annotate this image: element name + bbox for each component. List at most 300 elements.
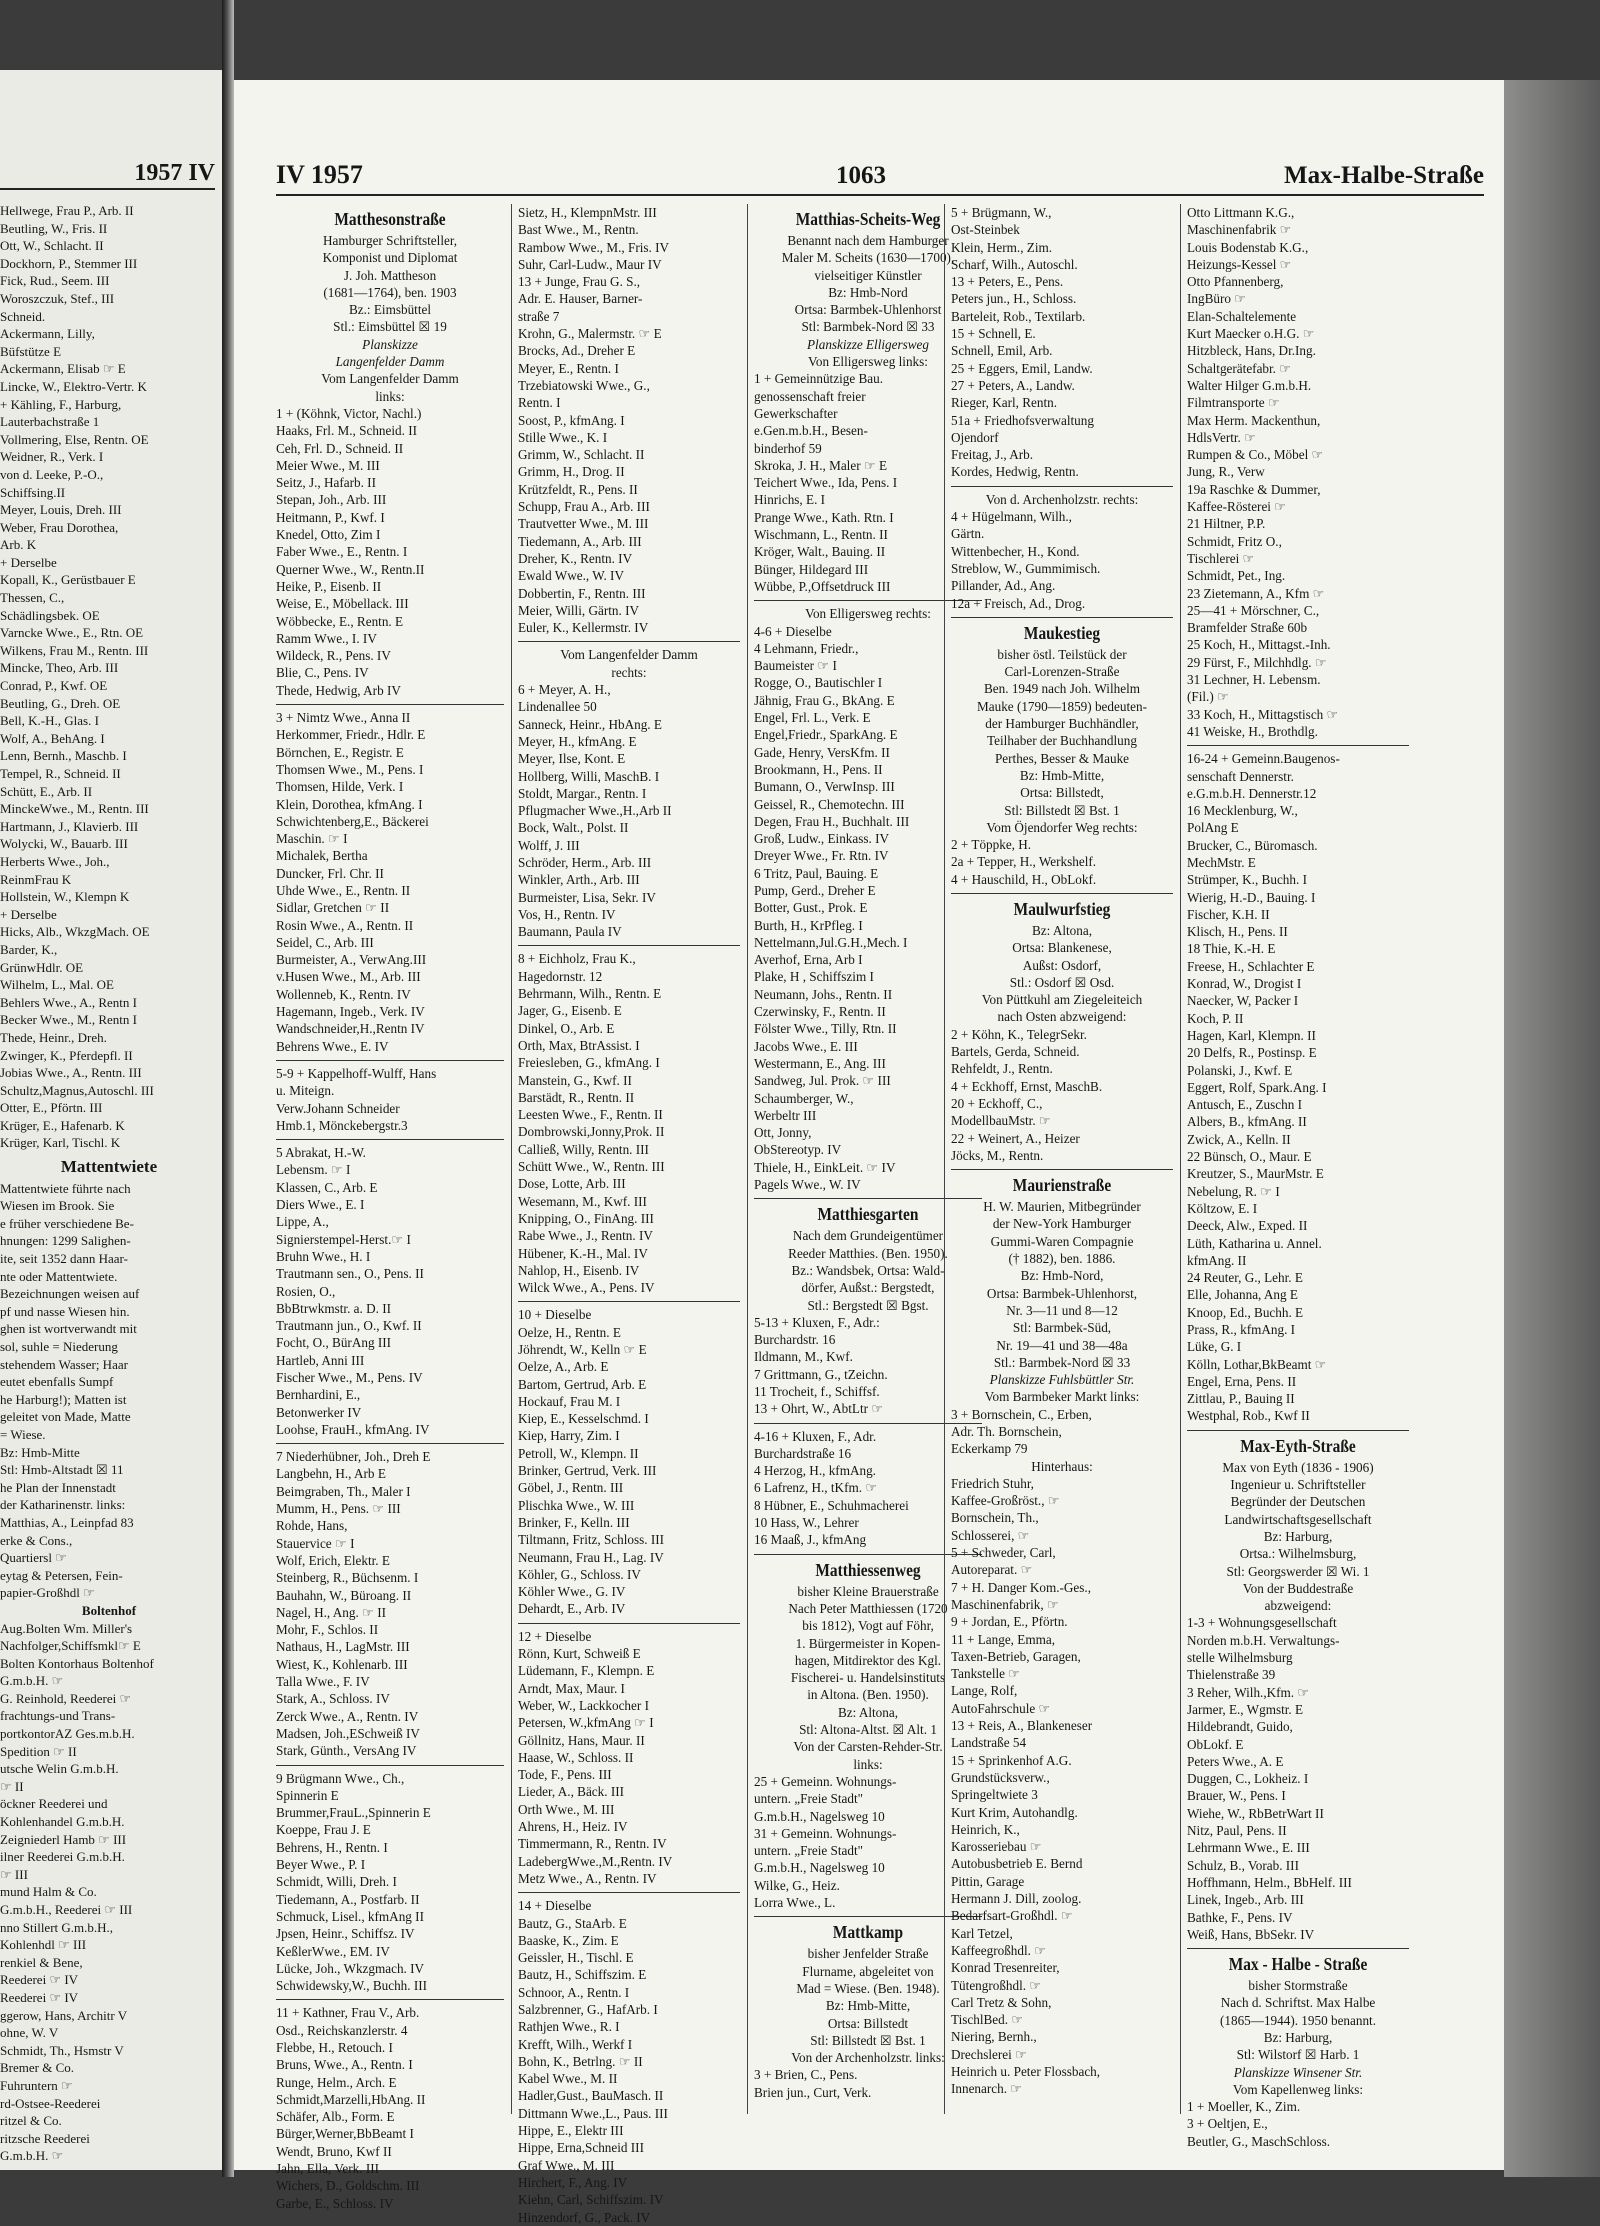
resident-entry: Peters jun., H., Schloss.: [951, 291, 1077, 307]
resident-entry: senschaft Dennerstr.: [1187, 768, 1294, 784]
resident-entry: Bornschein, Th.,: [951, 1510, 1039, 1526]
section-rule: [276, 1765, 504, 1766]
street-info-line: Ortsa: Billstedt: [827, 2015, 909, 2031]
resident-entry: Schwichtenberg,E., Bäckerei: [276, 813, 429, 829]
resident-entry: Spinnerin E: [276, 1787, 339, 1803]
street-info-line: rechts:: [611, 664, 647, 680]
entry-line: Wilkens, Frau M., Rentn. III: [0, 642, 149, 658]
resident-entry: Autoreparat. ☞: [951, 1562, 1033, 1578]
resident-entry: Brinker, F., Kelln. III: [518, 1514, 630, 1530]
resident-entry: Rosin Wwe., A., Rentn. II: [276, 917, 414, 933]
resident-entry: 4-6 + Dieselbe: [754, 623, 832, 639]
street-info-line: bis 1812), Vogt auf Föhr,: [802, 1618, 934, 1634]
resident-entry: Walter Hilger G.m.b.H.: [1187, 377, 1312, 393]
section-rule: [1187, 1948, 1409, 1949]
resident-entry: Fischer, K.H. II: [1187, 906, 1270, 922]
resident-entry: Tiedemann, A., Arb. III: [518, 533, 642, 549]
entry-line: Kopall, K., Gerüstbauer E: [0, 572, 136, 588]
resident-entry: Wiehe, W., RbBetrWart II: [1187, 1805, 1324, 1821]
entry-line: Ackermann, Lilly,: [0, 326, 95, 342]
resident-entry: G.m.b.H., Nagelsweg 10: [754, 1808, 885, 1824]
resident-entry: Prange Wwe., Kath. Rtn. I: [754, 509, 894, 525]
street-info-line: († 1882), ben. 1886.: [1008, 1251, 1116, 1267]
resident-entry: Göllnitz, Hans, Maur. II: [518, 1732, 645, 1748]
resident-entry: Bramfelder Straße 60b: [1187, 620, 1308, 636]
sub-heading: Boltenhof: [81, 1602, 137, 1618]
resident-entry: Stepan, Joh., Arb. III: [276, 492, 387, 508]
street-info-line: H. W. Maurien, Mitbegründer: [983, 1199, 1141, 1215]
street-info-line: in Altona. (Ben. 1950).: [807, 1687, 929, 1703]
resident-entry: Knipping, O., FinAng. III: [518, 1210, 654, 1226]
resident-entry: Kreutzer, S., MaurMstr. E: [1187, 1166, 1324, 1182]
street-info-line: 1. Bürgermeister in Kopen-: [795, 1635, 941, 1651]
entry-line: Matthias, A., Leinpfad 83: [0, 1514, 134, 1530]
resident-entry: Gewerkschafter: [754, 405, 838, 421]
entry-line: Spedition ☞ II: [0, 1743, 77, 1759]
resident-entry: Hermann J. Dill, zoolog.: [951, 1891, 1082, 1907]
entry-line: stehendem Wasser; Haar: [0, 1356, 128, 1372]
street-info-line: bisher Jenfelder Straße: [807, 1946, 929, 1962]
resident-entry: AutoFahrschule ☞: [951, 1700, 1051, 1716]
resident-entry: Nitz, Paul, Pens. II: [1187, 1823, 1287, 1839]
resident-entry: Jöcks, M., Rentn.: [951, 1147, 1044, 1163]
resident-entry: kfmAng. II: [1187, 1252, 1247, 1268]
street-info-line: Stl.: Bergstedt ☒ Bgst.: [807, 1297, 929, 1313]
resident-entry: 2 + Töppke, H.: [951, 837, 1032, 853]
resident-entry: Tankstelle ☞: [951, 1666, 1021, 1682]
resident-entry: IngBüro ☞: [1187, 291, 1247, 307]
resident-entry: 22 + Weinert, A., Heizer: [951, 1130, 1080, 1146]
entry-line: Schiffsing.II: [0, 484, 66, 500]
resident-entry: Wilck Wwe., A., Pens. IV: [518, 1280, 655, 1296]
left-page-header: 1957 IV: [0, 160, 215, 190]
resident-entry: 3 + Oeltjen, E.,: [1187, 2116, 1268, 2132]
street-info-line: Ben. 1949 nach Joh. Wilhelm: [984, 681, 1140, 697]
left-page-column: [0, 202, 218, 2165]
resident-entry: Hitzbleck, Hans, Dr.Ing.: [1187, 343, 1316, 359]
right-page: [234, 80, 1504, 2225]
section-rule: [951, 617, 1173, 618]
resident-entry: Rogge, O., Bautischler I: [754, 675, 883, 691]
resident-entry: ModellbauMstr. ☞: [951, 1113, 1051, 1129]
resident-entry: Groß, Ludw., Einkass. IV: [754, 831, 890, 847]
resident-entry: Bock, Walt., Polst. II: [518, 820, 629, 836]
resident-entry: Wittenbecher, H., Kond.: [951, 543, 1080, 559]
resident-entry: Seidel, C., Arb. III: [276, 934, 374, 950]
resident-entry: Steinberg, R., Büchsenm. I: [276, 1570, 419, 1586]
resident-entry: Wiest, K., Kohlenarb. III: [276, 1656, 408, 1672]
resident-entry: Burmeister, Lisa, Sekr. IV: [518, 889, 656, 905]
resident-entry: 4 Lehmann, Friedr.,: [754, 640, 859, 656]
resident-entry: Sanneck, Heinr., HbAng. E: [518, 716, 662, 732]
resident-entry: Drechslerei ☞: [951, 2046, 1027, 2062]
resident-entry: 12a + Freisch, Ad., Drog.: [951, 595, 1086, 611]
street-info-line: Bz: Hmb-Nord: [828, 284, 908, 300]
resident-entry: 11 + Lange, Emma,: [951, 1631, 1055, 1647]
section-rule: [276, 1060, 504, 1061]
resident-entry: Bartels, Gerda, Schneid.: [951, 1044, 1080, 1060]
resident-entry: Otto Pfannenberg,: [1187, 274, 1284, 290]
street-info-line: Ortsa: Barmbek-Uhlenhorst,: [986, 1285, 1138, 1301]
resident-entry: Hmb.1, Mönckebergstr.3: [276, 1117, 408, 1133]
resident-entry: Brookmann, H., Pens. II: [754, 761, 883, 777]
resident-entry: 23 Zietemann, A., Kfm ☞: [1187, 585, 1325, 601]
resident-entry: 19a Raschke & Dummer,: [1187, 481, 1321, 497]
resident-entry: Focht, O., BürAng III: [276, 1335, 392, 1351]
entry-line: sol, suhle = Niederung: [0, 1339, 118, 1354]
resident-entry: 15 + Sprinkenhof A.G.: [951, 1752, 1072, 1768]
street-info-line: Vom Kapellenweg links:: [1232, 2081, 1364, 2097]
resident-entry: Heike, P., Eisenb. II: [276, 578, 382, 594]
resident-entry: Adr. E. Hauser, Barner-: [518, 291, 643, 307]
resident-entry: Schnell, Emil, Arb.: [951, 343, 1053, 359]
entry-line: ritzsche Reederei: [0, 2130, 90, 2146]
resident-entry: 20 + Eckhoff, C.,: [951, 1095, 1043, 1111]
resident-entry: Burchardstr. 16: [754, 1332, 836, 1348]
resident-entry: Weber, W., Lackkocher I: [518, 1697, 649, 1713]
street-info-line: Bz: Altona,: [1031, 922, 1093, 938]
resident-entry: Meier, Willi, Gärtn. IV: [518, 602, 640, 618]
entry-line: G.m.b.H., Reederei ☞ III: [0, 1902, 133, 1917]
resident-entry: Polanski, J., Kwf. E: [1187, 1062, 1293, 1078]
entry-line: Zeigniederl Hamb ☞ III: [0, 1831, 127, 1847]
entry-line: + Derselbe: [0, 554, 57, 570]
resident-entry: Meyer, H., kfmAng. E: [518, 733, 637, 749]
resident-entry: Thielenstraße 39: [1187, 1667, 1276, 1683]
resident-entry: Hockauf, Frau M. I: [518, 1393, 621, 1409]
entry-line: Conrad, P., Kwf. OE: [0, 678, 108, 694]
resident-entry: 16-24 + Gemeinn.Baugenos-: [1187, 751, 1340, 767]
resident-entry: Zerck Wwe., A., Rentn. IV: [276, 1708, 419, 1724]
resident-entry: Engel, Frl. L., Verk. E: [754, 710, 871, 726]
resident-entry: Burth, H., KrPfleg. I: [754, 917, 863, 933]
street-info-line: nach Osten abzweigend:: [997, 1009, 1127, 1025]
resident-entry: Petroll, W., Klempn. II: [518, 1445, 639, 1461]
street-info-line: Mad = Wiese. (Ben. 1948).: [796, 1980, 940, 1996]
resident-entry: 25 Koch, H., Mittagst.-Inh.: [1187, 637, 1331, 653]
entry-line: Arb. K: [0, 537, 37, 553]
street-info-line: Vom Langenfelder Damm: [560, 647, 698, 663]
resident-entry: 10 + Dieselbe: [518, 1307, 592, 1323]
street-info-line: J. Joh. Mattheson: [343, 267, 437, 283]
resident-entry: Schmidt,Marzelli,HbAng. II: [276, 2091, 426, 2107]
resident-entry: v.Husen Wwe., M., Arb. III: [276, 969, 421, 985]
resident-entry: 10 Hass, W., Lehrer: [754, 1515, 859, 1531]
resident-entry: Carl Tretz & Sohn,: [951, 1994, 1052, 2010]
resident-entry: Költzow, E. I: [1187, 1200, 1258, 1216]
resident-entry: Runge, Helm., Arch. E: [276, 2074, 397, 2090]
resident-entry: Kordes, Hedwig, Rentn.: [951, 464, 1079, 480]
entry-line: ggerow, Hans, Architr V: [0, 2007, 128, 2023]
entry-line: Bezeichnungen weisen auf: [0, 1286, 140, 1302]
resident-entry: Schröder, Herm., Arb. III: [518, 854, 652, 870]
resident-entry: Oelze, H., Rentn. E: [518, 1324, 621, 1340]
entry-line: ghen ist wortverwandt mit: [0, 1321, 137, 1337]
resident-entry: 4 + Eckhoff, Ernst, MaschB.: [951, 1078, 1103, 1094]
entry-line: Beutling, W., Fris. II: [0, 220, 108, 236]
resident-entry: Lippe, A.,: [276, 1214, 329, 1230]
resident-entry: Graf Wwe., M. III: [518, 2157, 615, 2173]
resident-entry: 11 Trocheit, f., Schiffsf.: [754, 1384, 880, 1399]
resident-entry: 5 + Schweder, Carl,: [951, 1545, 1056, 1561]
resident-entry: Bedarfsart-Großhdl. ☞: [951, 1908, 1073, 1924]
resident-entry: Pagels Wwe., W. IV: [754, 1177, 861, 1193]
entry-line: papier-Großhdl ☞: [0, 1585, 95, 1601]
entry-line: he Plan der Innenstadt: [0, 1479, 116, 1495]
entry-line: Barder, K.,: [0, 941, 58, 957]
street-info-line: Bz.: Eimsbüttel: [348, 302, 432, 318]
column-divider: [944, 204, 945, 2114]
resident-entry: Koeppe, Frau J. E: [276, 1822, 371, 1838]
entry-line: Becker Wwe., M., Rentn I: [0, 1012, 137, 1028]
entry-line: Herberts Wwe., Joh.,: [0, 853, 110, 869]
resident-entry: Lehrmann Wwe., E. III: [1187, 1840, 1310, 1856]
entry-line: renkiel & Bene,: [0, 1954, 83, 1970]
resident-entry: 22 Bünsch, O., Maur. E: [1187, 1149, 1312, 1165]
resident-entry: Schütt Wwe., W., Rentn. III: [518, 1159, 665, 1175]
resident-entry: Hippe, Erna,Schneid III: [518, 2140, 644, 2156]
resident-entry: Trzebiatowski Wwe., G.,: [518, 377, 650, 393]
resident-entry: Lüth, Katharina u. Annel.: [1187, 1235, 1322, 1251]
resident-entry: Filmtransporte ☞: [1187, 395, 1280, 411]
street-heading: Matthiesgarten: [817, 1204, 919, 1225]
resident-entry: Konrad Tresenreiter,: [951, 1960, 1060, 1976]
entry-line: = Wiese.: [0, 1426, 46, 1442]
street-info-line: hagen, Mitdirektor des Kgl.: [794, 1652, 942, 1668]
resident-entry: Baaske, K., Zim. E: [518, 1932, 619, 1948]
resident-entry: Köhler Wwe., G. IV: [518, 1584, 626, 1600]
street-heading: Mattkamp: [832, 1922, 904, 1943]
entry-line: Ott, W., Schlacht. II: [0, 238, 104, 254]
entry-line: Behlers Wwe., A., Rentn I: [0, 994, 137, 1010]
resident-entry: Bathke, F., Pens. IV: [1187, 1909, 1293, 1925]
resident-entry: Freese, H., Schlachter E: [1187, 958, 1315, 974]
resident-entry: 27 + Peters, A., Landw.: [951, 377, 1075, 393]
resident-entry: Zittlau, P., Bauing II: [1187, 1391, 1295, 1407]
section-rule: [276, 1139, 504, 1140]
resident-entry: 18 Thie, K.-H. E: [1187, 941, 1276, 957]
resident-entry: Thomsen, Hilde, Verk. I: [276, 779, 404, 795]
entry-line: Jobias Wwe., A., Rentn. III: [0, 1065, 142, 1081]
resident-entry: Streblow, W., Gummimisch.: [951, 560, 1101, 576]
resident-entry: Meyer, E., Rentn. I: [518, 360, 619, 376]
resident-entry: Fischer Wwe., M., Pens. IV: [276, 1370, 423, 1385]
resident-entry: 4-16 + Kluxen, F., Adr.: [754, 1428, 877, 1444]
street-info-line: Außst: Osdorf,: [1022, 957, 1102, 973]
resident-entry: Dobbertin, F., Rentn. III: [518, 585, 646, 601]
column-divider: [1180, 204, 1181, 2114]
resident-entry: Jöhrendt, W., Kelln ☞ E: [518, 1342, 647, 1357]
resident-entry: Michalek, Bertha: [276, 848, 368, 864]
entry-line: ritzel & Co.: [0, 2113, 62, 2129]
entry-line: MinckeWwe., M., Rentn. III: [0, 801, 149, 817]
resident-entry: Hirchert, F., Ang. IV: [518, 2174, 628, 2190]
street-info-line: Ortsa: Barmbek-Uhlenhorst: [794, 302, 942, 318]
resident-entry: Kaffee-Rösterei ☞: [1187, 499, 1287, 515]
resident-entry: Bast Wwe., M., Rentn.: [518, 222, 639, 238]
resident-entry: Sietz, H., KlempnMstr. III: [518, 205, 657, 220]
resident-entry: Bernhardini, E.,: [276, 1387, 361, 1403]
resident-entry: Hübener, K.-H., Mal. IV: [518, 1245, 648, 1261]
resident-entry: Stauervice ☞ I: [276, 1535, 355, 1551]
resident-entry: Thede, Hedwig, Arb IV: [276, 682, 401, 698]
resident-entry: Schlosserei, ☞: [951, 1527, 1030, 1543]
street-info-line: Gummi-Waren Compagnie: [990, 1233, 1134, 1249]
entry-line: Schütt, E., Arb. II: [0, 783, 93, 799]
street-info-line: Vom Langenfelder Damm: [321, 371, 459, 387]
street-info-line: der Hamburger Buchhändler,: [985, 716, 1139, 732]
resident-entry: Wübbe, P.,Offsetdruck III: [754, 578, 891, 594]
entry-line: portkontorAZ Ges.m.b.H.: [0, 1726, 135, 1742]
resident-entry: Burchardstraße 16: [754, 1445, 852, 1461]
entry-line: Wolf, A., BehAng. I: [0, 730, 105, 746]
resident-entry: Orth Wwe., M. III: [518, 1801, 615, 1817]
resident-entry: TischlBed. ☞: [951, 2012, 1024, 2028]
section-rule: [951, 893, 1173, 894]
resident-entry: 1 + Moeller, K., Zim.: [1187, 2099, 1301, 2115]
street-info-line: Teilhaber der Buchhandlung: [987, 733, 1137, 749]
resident-entry: Schmidt, Willi, Dreh. I: [276, 1874, 397, 1890]
street-info-line: abzweigend:: [1264, 1598, 1332, 1614]
resident-entry: Wöbbecke, E., Rentn. E: [276, 613, 404, 629]
resident-entry: Petersen, W.,kfmAng ☞ I: [518, 1715, 654, 1731]
resident-entry: Schaumberger, W.,: [754, 1090, 854, 1106]
entry-line: nte oder Mattentwiete.: [0, 1268, 118, 1284]
entry-line: Hollstein, W., Klempn K: [0, 889, 130, 905]
resident-entry: 21 Hiltner, P.P.: [1187, 516, 1266, 532]
street-info-line: Nach dem Grundeigentümer: [792, 1228, 944, 1244]
resident-entry: Wolf, Erich, Elektr. E: [276, 1552, 390, 1568]
resident-entry: 5 Abrakat, H.-W.: [276, 1145, 366, 1161]
resident-entry: 6 + Meyer, A. H.,: [518, 682, 611, 698]
resident-entry: Blie, C., Pens. IV: [276, 665, 369, 681]
street-heading: Mattentwiete: [60, 1157, 158, 1177]
section-rule: [754, 1198, 982, 1199]
entry-line: Lauterbachstraße 1: [0, 414, 100, 430]
resident-entry: Prass, R., kfmAng. I: [1187, 1322, 1296, 1337]
entry-line: Vollmering, Else, Rentn. OE: [0, 431, 149, 447]
resident-entry: 13 + Peters, E., Pens.: [951, 274, 1064, 290]
resident-entry: 29 Fürst, F., Milchhdlg. ☞: [1187, 654, 1327, 670]
resident-entry: Trautmann jun., O., Kwf. II: [276, 1318, 422, 1334]
resident-entry: Arndt, Max, Maur. I: [518, 1680, 625, 1696]
street-info-line: bisher Stormstraße: [1248, 1978, 1348, 1994]
entry-line: Varncke Wwe., E., Rtn. OE: [0, 625, 144, 641]
column-divider: [511, 204, 512, 2114]
resident-entry: Bartom, Gertrud, Arb. E: [518, 1376, 647, 1392]
resident-entry: Max Herm. Mackenthun,: [1187, 412, 1321, 428]
resident-entry: Brauer, W., Pens. I: [1187, 1788, 1286, 1804]
resident-entry: Linek, Ingeb., Arb. III: [1187, 1892, 1304, 1908]
entry-line: Schneid.: [0, 308, 46, 324]
resident-entry: Teichert Wwe., Ida, Pens. I: [754, 475, 898, 491]
street-info-line: Ortsa: Billstedt,: [1020, 785, 1104, 801]
resident-entry: ObLokf. E: [1187, 1736, 1244, 1752]
section-rule: [518, 1892, 740, 1893]
page-header: [276, 160, 1484, 196]
resident-entry: Bürger,Werner,BbBeamt I: [276, 2126, 414, 2142]
resident-entry: Osd., Reichskanzlerstr. 4: [276, 2022, 408, 2038]
resident-entry: Albers, B., kfmAng. II: [1187, 1114, 1307, 1130]
street-info-line: Bz: Harburg,: [1263, 2029, 1333, 2045]
street-info-line: links:: [375, 388, 405, 404]
entry-line: Wiesen im Brook. Sie: [0, 1198, 115, 1214]
street-info-line: Nr. 3—11 und 8—12: [1006, 1302, 1118, 1318]
resident-entry: Geissel, R., Chemotechn. III: [754, 796, 905, 812]
resident-entry: Euler, K., Kellermstr. IV: [518, 620, 649, 636]
resident-entry: Grimm, W., Schlacht. II: [518, 447, 645, 463]
resident-entry: 9 + Jordan, E., Pförtn.: [951, 1614, 1068, 1630]
street-info-line: (1681—1764), ben. 1903: [323, 284, 457, 300]
resident-entry: Wilke, G., Heiz.: [754, 1877, 840, 1893]
resident-entry: Seitz, J., Hafarb. II: [276, 475, 376, 491]
resident-entry: Maschinenfabrik, ☞: [951, 1596, 1059, 1612]
entry-line: Tempel, R., Schneid. II: [0, 766, 121, 781]
entry-line: ohne, W. V: [0, 2025, 59, 2041]
resident-entry: Schmuck, Lisel., kfmAng II: [276, 1908, 424, 1924]
resident-entry: 24 Reuter, G., Lehr. E: [1187, 1270, 1303, 1286]
section-rule: [951, 1169, 1173, 1170]
resident-entry: Brien jun., Curt, Verk.: [754, 2084, 872, 2100]
resident-entry: Ildmann, M., Kwf.: [754, 1349, 853, 1365]
resident-entry: Jarmer, E., Wgmstr. E: [1187, 1701, 1304, 1717]
resident-entry: Ceh, Frl. D., Schneid. II: [276, 440, 404, 456]
resident-entry: Talla Wwe., F. IV: [276, 1674, 370, 1690]
resident-entry: Soost, P., kfmAng. I: [518, 412, 625, 428]
resident-entry: Kaffeegroßhdl. ☞: [951, 1942, 1047, 1958]
street-info-line: Benannt nach dem Hamburger: [787, 233, 949, 248]
street-info-line: bisher Kleine Brauerstraße: [797, 1583, 939, 1599]
resident-entry: Jahn, Ella, Verk. III: [276, 2161, 380, 2177]
section-rule: [1187, 1430, 1409, 1431]
resident-entry: 5 + Brügmann, W.,: [951, 205, 1052, 220]
resident-entry: Ojendorf: [951, 429, 999, 445]
running-head: Max-Halbe-Straße: [1284, 162, 1484, 189]
resident-entry: Botter, Gust., Prok. E: [754, 900, 868, 916]
resident-entry: Karosseriebau ☞: [951, 1839, 1042, 1855]
resident-entry: 5-9 + Kappelhoff-Wulff, Hans: [276, 1065, 437, 1081]
section-rule: [276, 704, 504, 705]
resident-entry: Barteleit, Rob., Textilarb.: [951, 308, 1086, 324]
resident-entry: Brucker, C., Büromasch.: [1187, 837, 1318, 853]
resident-entry: Wichers, D., Goldschm. III: [276, 2178, 420, 2194]
street-info-line: Von d. Archenholzstr. rechts:: [985, 491, 1139, 507]
resident-entry: Werbeltr III: [754, 1107, 817, 1123]
resident-entry: Kiep, E., Kesselschmd. I: [518, 1411, 649, 1427]
street-info-line: Von der Carsten-Rehder-Str.: [793, 1739, 943, 1755]
resident-entry: Freitag, J., Arb.: [951, 447, 1034, 463]
resident-entry: Bruhn Wwe., H. I: [276, 1248, 371, 1264]
resident-entry: Westphal, Rob., Kwf II: [1187, 1408, 1310, 1424]
resident-entry: Kröger, Walt., Bauing. II: [754, 544, 886, 560]
street-info-line: Fischerei- u. Handelsinstituts: [790, 1670, 946, 1686]
resident-entry: Rabe Wwe., J., Rentn. IV: [518, 1228, 653, 1244]
resident-entry: 8 Hübner, E., Schuhmacherei: [754, 1497, 909, 1513]
resident-entry: Lüdemann, F., Klempn. E: [518, 1663, 655, 1679]
street-info-line: (1865—1944). 1950 benannt.: [1219, 2012, 1377, 2028]
resident-entry: untern. „Freie Stadt": [754, 1843, 864, 1859]
entry-line: Krüger, Karl, Tischl. K: [0, 1135, 121, 1151]
resident-entry: Lücke, Joh., Wkzgmach. IV: [276, 1960, 425, 1976]
resident-entry: Louis Bodenstab K.G.,: [1187, 239, 1309, 255]
resident-entry: Heizungs-Kessel ☞: [1187, 256, 1292, 272]
resident-entry: Rumpen & Co., Möbel ☞: [1187, 447, 1324, 463]
resident-entry: Klassen, C., Arb. E: [276, 1179, 378, 1195]
resident-entry: Dreher, K., Rentn. IV: [518, 550, 633, 566]
street-info-line: Vom Öjendorfer Weg rechts:: [986, 819, 1138, 835]
resident-entry: G.m.b.H., Nagelsweg 10: [754, 1860, 885, 1876]
resident-entry: Tiedemann, A., Postfarb. II: [276, 1891, 420, 1907]
